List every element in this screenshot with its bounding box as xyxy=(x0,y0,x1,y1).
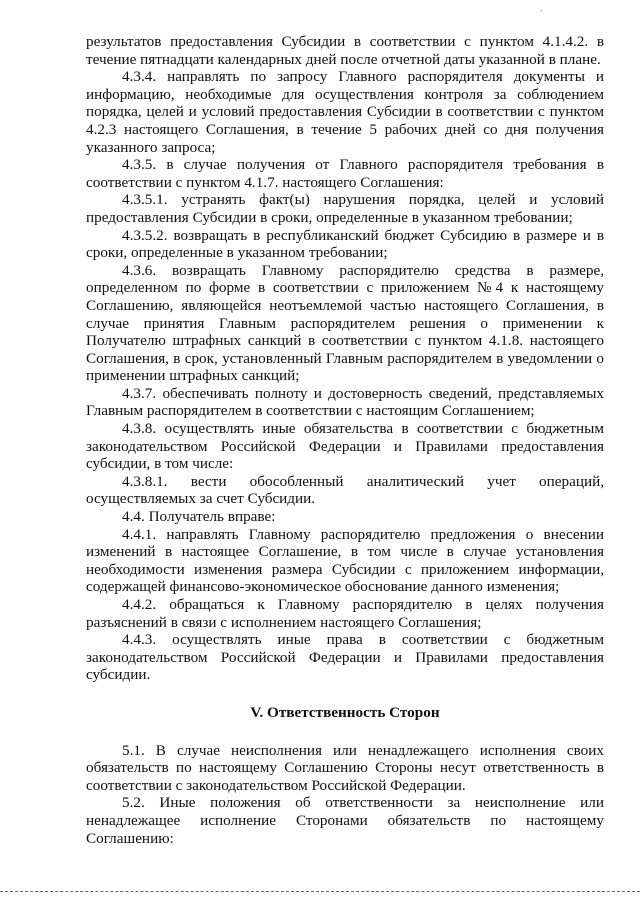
section-heading: V. Ответственность Сторон xyxy=(250,703,440,721)
document-body xyxy=(86,33,604,847)
footer-rule xyxy=(0,891,640,892)
paragraph-4-3-5: 4.3.5. в случае получения от Главного распорядителя требования в соответствии с пунктом 4.1.7. настоящего Соглашения: xyxy=(86,156,604,191)
paragraph-5-1: 5.1. В случае неисполнения или ненадлежащего исполнения своих обязательств по настоящему Соглашению Стороны несут ответственность в соответствии с законодательством Российской Федерации. xyxy=(86,741,604,794)
paragraph-4-3-6: 4.3.6. возвращать Главному распорядителю средства в размере, определенном по форме в соответствии с приложением №4 к настоящему Соглашению, являющейся неотъемлемой частью настоящего Соглашения, в случае принятия Главным распорядителем решения о применении к Получателю штрафных санкций в соответствии с пунктом 4.1.8. настоящего Соглашения, в срок, установленный Главным распорядителем в уведомлении о применении штрафных санкций; xyxy=(86,261,604,385)
paragraph-4-3-7: 4.3.7. обеспечивать полноту и достоверность сведений, представляемых Главным распорядителем в соответствии с настоящим Соглашением; xyxy=(86,384,604,420)
paragraph-4-4-2: 4.4.2. обращаться к Главному распорядителю в целях получения разъяснений в связи с исполнением настоящего Соглашения; xyxy=(86,596,604,631)
paragraph-continuation: результатов предоставления Субсидии в соответствии с пунктом 4.1.4.2. в течение пятнадцати календарных дней после отчетной даты указанной в плане. xyxy=(86,33,604,68)
paragraph-4-4: 4.4. Получатель вправе: xyxy=(122,508,276,526)
paragraph-4-3-4: 4.3.4. направлять по запросу Главного распорядителя документы и информацию, необходимые для осуществления контроля за соблюдением порядка, целей и условий предоставления Субсидии в соответствии с пунктом 4.2.3 настоящего Соглашения, в течение 5 рабочих дней со дня получения указанного запроса; xyxy=(86,68,604,156)
paragraph-4-4-1: 4.4.1. направлять Главному распорядителю предложения о внесении изменений в настоящее Соглашение, в том числе в случае установления необходимости изменения размера Субсидии с приложением информации, содержащей финансово-экономическое обоснование данного изменения; xyxy=(86,525,604,596)
paragraph-4-3-5-1: 4.3.5.1. устранять факт(ы) нарушения порядка, целей и условий предоставления Субсидии в сроки, определенные в указанном требовании; xyxy=(86,191,604,226)
corner-mark: · xyxy=(540,6,544,17)
paragraph-4-4-3: 4.4.3. осуществлять иные права в соответствии с бюджетным законодательством Российской Федерации и Правилами предоставления субсидии. xyxy=(86,631,604,684)
paragraph-5-2: 5.2. Иные положения об ответственности за неисполнение или ненадлежащее исполнение Сторонами обязательств по настоящему Соглашению: xyxy=(86,794,604,847)
paragraph-4-3-8: 4.3.8. осуществлять иные обязательства в соответствии с бюджетным законодательством Российской Федерации и Правилами предоставления субсидии, в том числе: xyxy=(86,420,604,473)
paragraph-4-3-5-2: 4.3.5.2. возвращать в республиканский бюджет Субсидию в размере и в сроки, определенные в указанном требовании; xyxy=(86,226,604,262)
paragraph-4-3-8-1: 4.3.8.1. вести обособленный аналитический учет операций, осуществляемых за счет Субсидии. xyxy=(86,472,604,508)
